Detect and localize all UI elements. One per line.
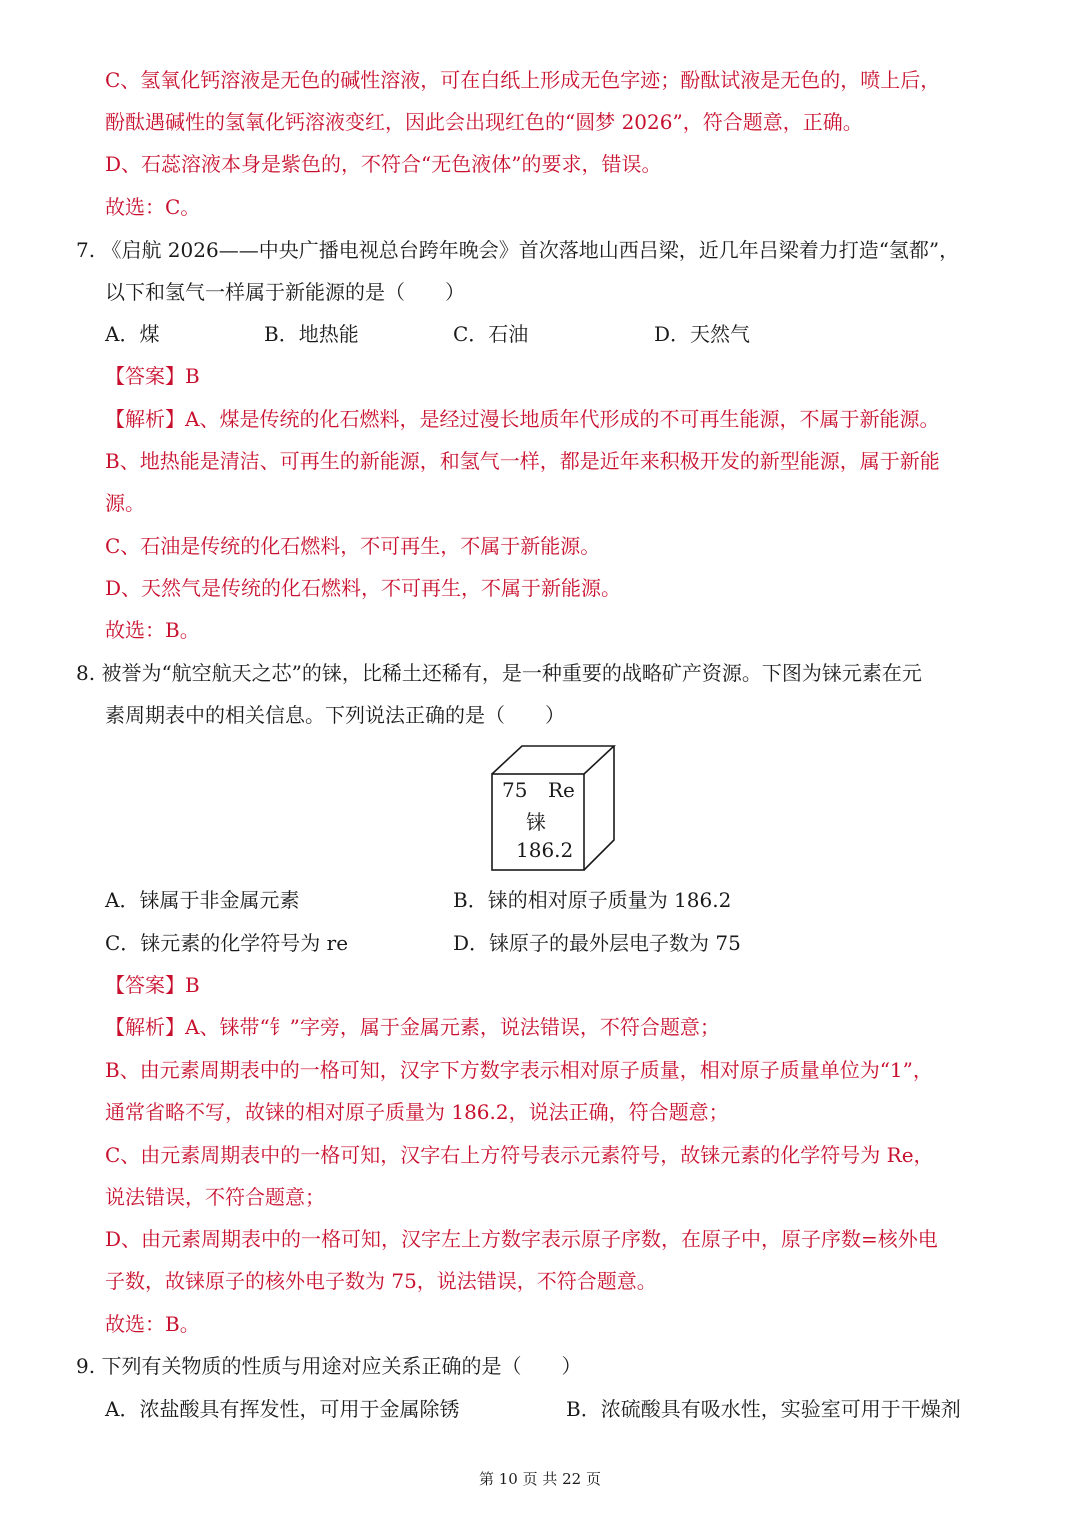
analysis-line: 通常省略不写，故铼的相对原子质量为 186.2，说法正确，符合题意； [105,1100,729,1124]
element-name: 铼 [526,810,546,834]
answer: 【答案】B [105,364,200,388]
analysis-line: D、由元素周期表中的一格可知，汉字左上方数字表示原子序数，在原子中，原子序数=核外电 [105,1227,938,1251]
analysis-line: 酚酞遇碱性的氢氧化钙溶液变红，因此会出现红色的“圆梦 2026”，符合题意，正确。 [105,110,863,134]
analysis-line: 【解析】A、煤是传统的化石燃料，是经过漫长地质年代形成的不可再生能源，不属于新能源。 [105,407,940,431]
analysis-line: 子数，故铼原子的核外电子数为 75，说法错误，不符合题意。 [105,1269,657,1293]
option-a: A．浓盐酸具有挥发性，可用于金属除锈 [105,1397,460,1421]
option-c: C．铼元素的化学符号为 re [105,931,349,955]
option-c: C．石油 [453,322,529,346]
analysis-line: D、天然气是传统的化石燃料，不可再生，不属于新能源。 [105,576,622,600]
option-b: B．铼的相对原子质量为 186.2 [453,888,732,912]
analysis-line: 说法错误，不符合题意； [105,1185,325,1209]
question-8-stem: 素周期表中的相关信息。下列说法正确的是（ ） [105,703,565,727]
question-7-stem: 以下和氢气一样属于新能源的是（ ） [105,280,465,304]
option-b: B．地热能 [264,322,359,346]
option-d: D．天然气 [654,322,751,346]
option-a: A．煤 [105,322,160,346]
analysis-line: B、由元素周期表中的一格可知，汉字下方数字表示相对原子质量，相对原子质量单位为“1”， [105,1058,933,1082]
analysis-line: 故选：B。 [105,1312,200,1336]
question-9-stem: 9. 下列有关物质的性质与用途对应关系正确的是（ ） [76,1354,582,1378]
question-8-stem: 8. 被誉为“航空航天之芯”的铼，比稀土还稀有，是一种重要的战略矿产资源。下图为铼元素在元 [76,661,922,685]
option-b: B．浓硫酸具有吸水性，实验室可用于干燥剂 [566,1397,961,1421]
atomic-number: 75 [502,778,528,802]
analysis-line: D、石蕊溶液本身是紫色的，不符合“无色液体”的要求，错误。 [105,152,662,176]
analysis-line: C、氢氧化钙溶液是无色的碱性溶液，可在白纸上形成无色字迹；酚酞试液是无色的，喷上后， [105,68,941,92]
page-footer: 第 10 页 共 22 页 [478,1470,601,1488]
analysis-line: C、由元素周期表中的一格可知，汉字右上方符号表示元素符号，故铼元素的化学符号为 Re， [105,1143,934,1167]
periodic-table-cell [490,744,620,872]
question-7-stem: 7. 《启航 2026——中央广播电视总台跨年晚会》首次落地山西吕梁，近几年吕梁着力打造“氢都”， [76,238,960,262]
option-d: D．铼原子的最外层电子数为 75 [453,931,741,955]
atomic-mass: 186.2 [516,838,574,862]
analysis-line: B、地热能是清洁、可再生的新能源，和氢气一样，都是近年来积极开发的新型能源，属于新能 [105,449,940,473]
analysis-line: 源。 [105,491,145,515]
element-symbol: Re [548,778,575,802]
option-a: A．铼属于非金属元素 [105,888,300,912]
answer: 【答案】B [105,973,200,997]
analysis-line: C、石油是传统的化石燃料，不可再生，不属于新能源。 [105,534,601,558]
analysis-line: 故选：C。 [105,195,201,219]
analysis-line: 【解析】A、铼带“钅”字旁，属于金属元素，说法错误，不符合题意； [105,1015,720,1039]
analysis-line: 故选：B。 [105,618,200,642]
